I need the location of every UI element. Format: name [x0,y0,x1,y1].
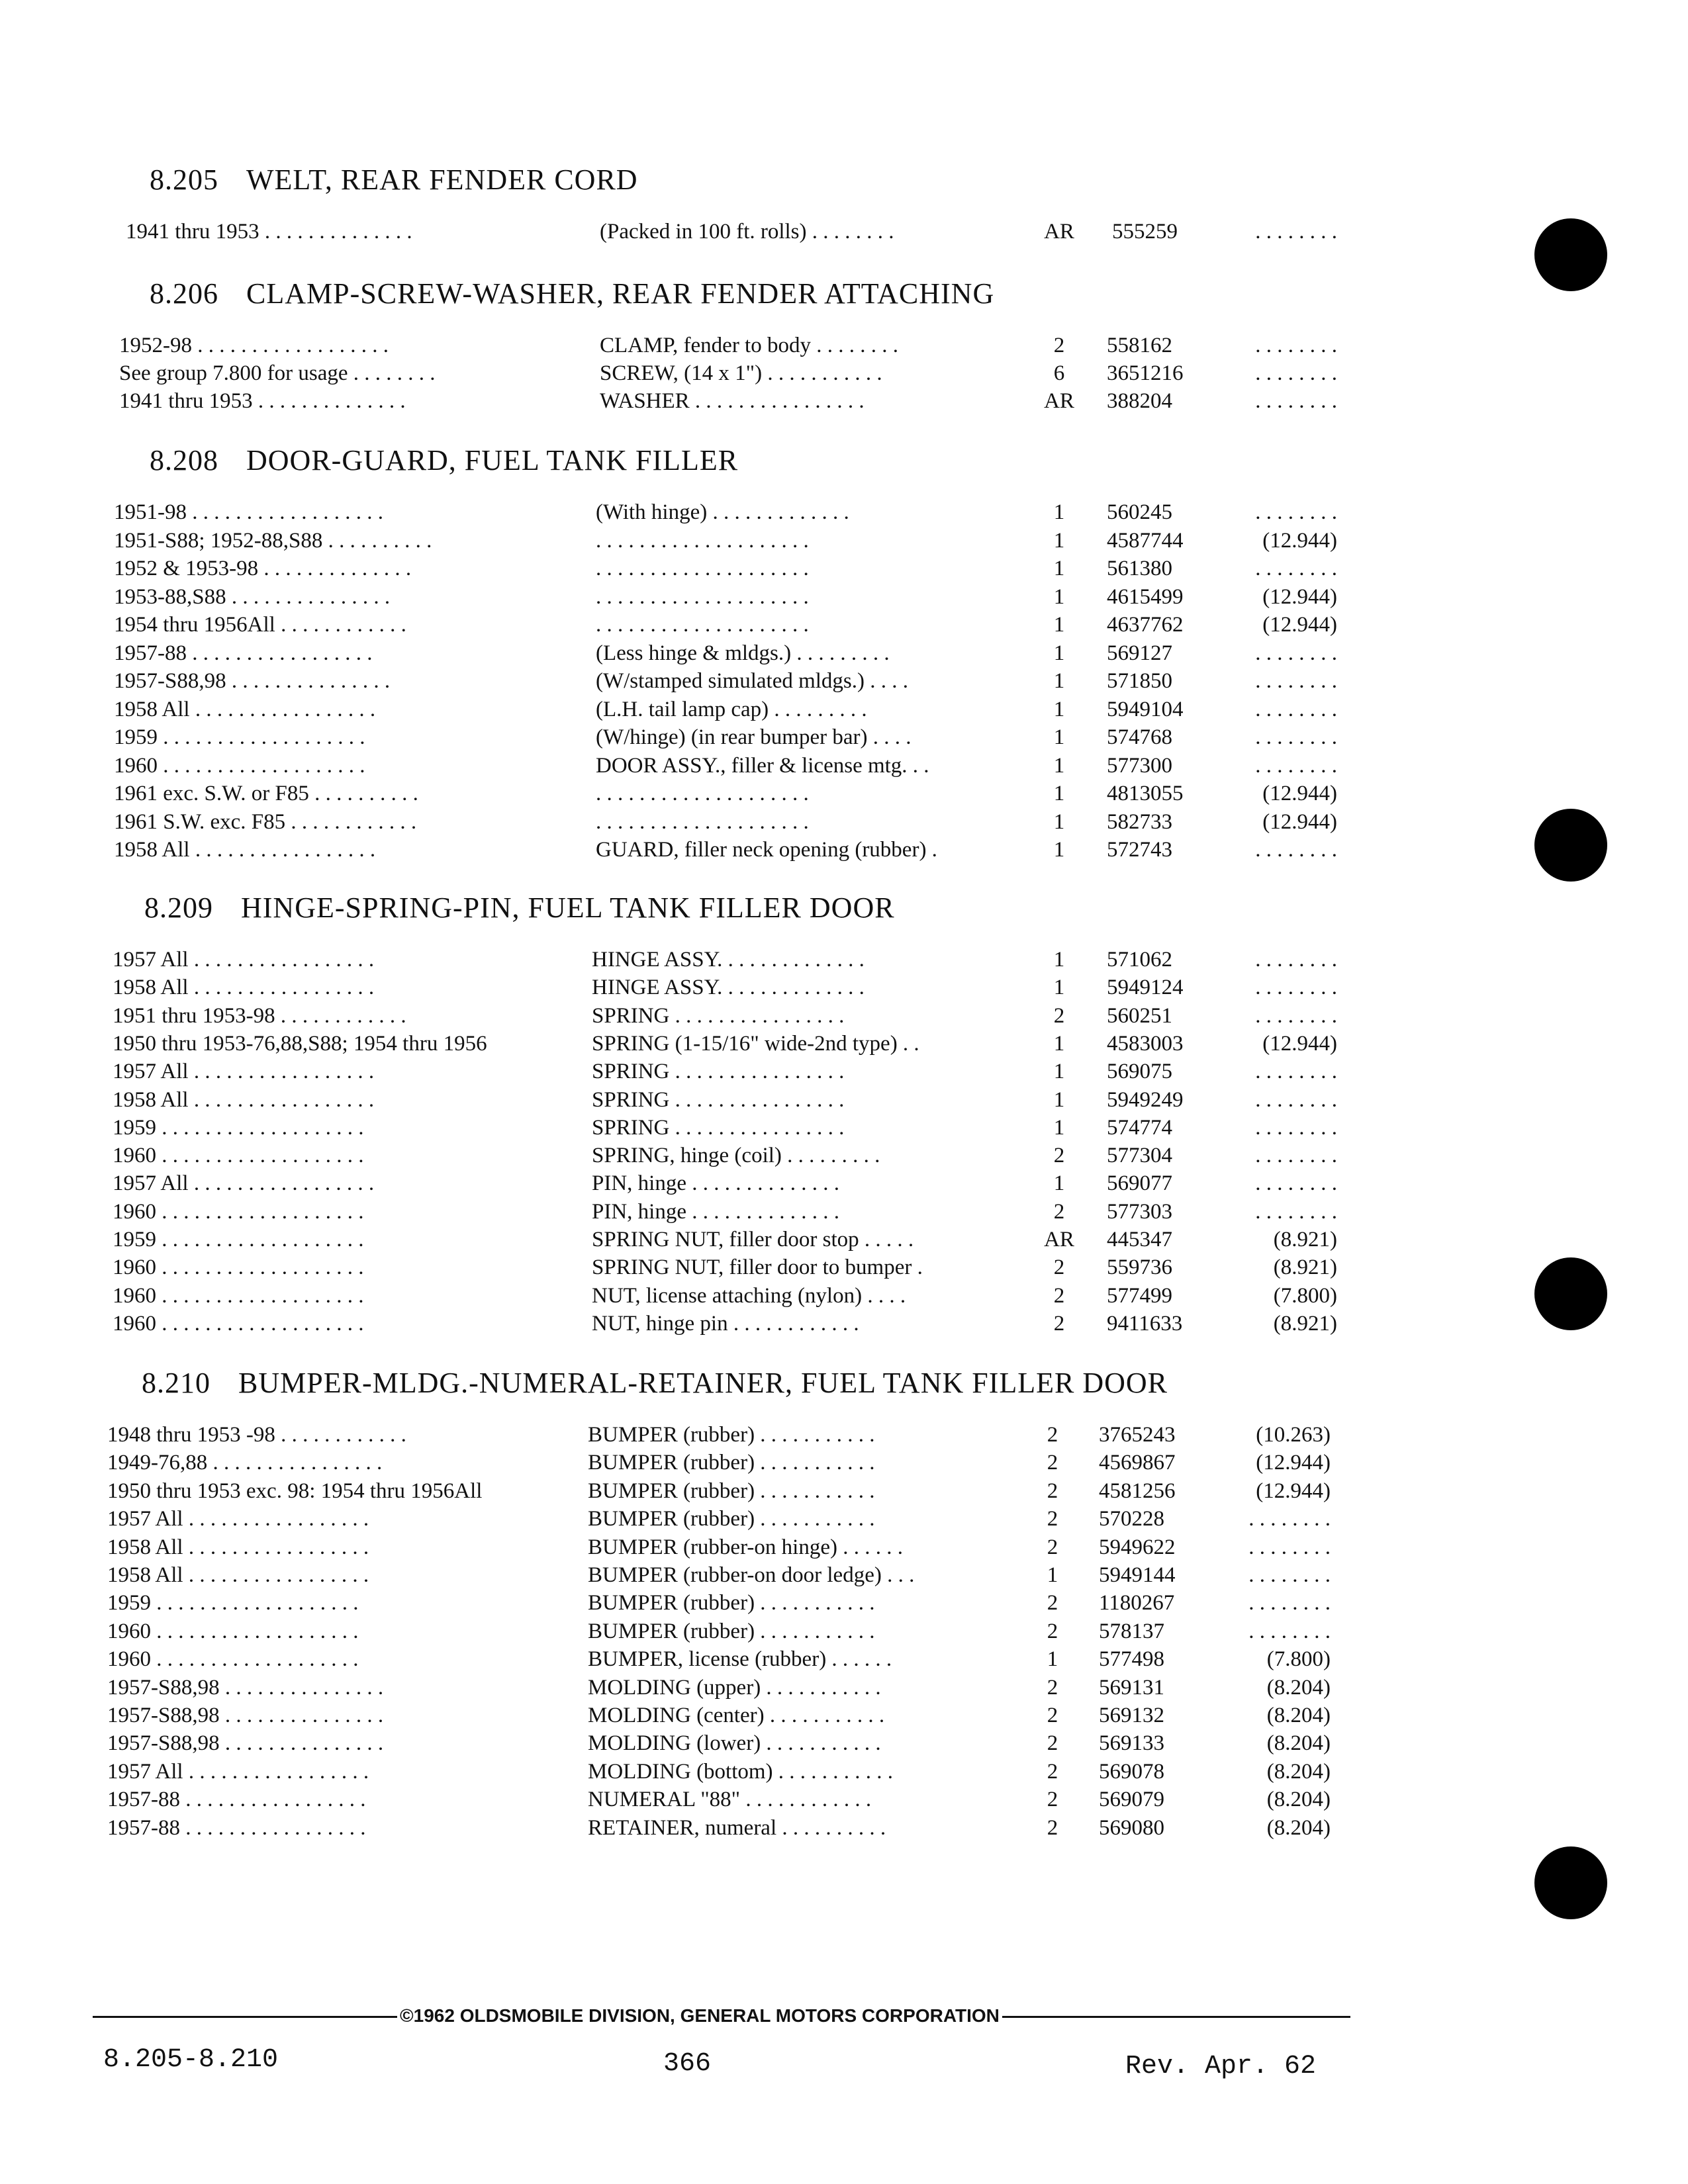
quantity-cell: 2 [1047,1451,1058,1475]
table-row [0,779,1390,808]
description-cell: BUMPER (rubber) . . . . . . . . . . . [588,1619,875,1643]
description-cell: SPRING, hinge (coil) . . . . . . . . . [592,1144,880,1168]
part-number-cell: 445347 [1107,1228,1172,1251]
copyright-notice: ©1962 OLDSMOBILE DIVISION, GENERAL MOTORS CORPORATION [397,2005,1002,2026]
section-title: WELT, REAR FENDER CORD [246,163,638,196]
description-cell: . . . . . . . . . . . . . . . . . . . . [596,584,809,609]
table-row [0,582,1390,612]
quantity-cell: 2 [1053,1003,1065,1028]
description-cell: MOLDING (lower) . . . . . . . . . . . [588,1731,881,1756]
description-cell: GUARD, filler neck opening (rubber) . [596,838,937,862]
part-number-cell: 4569867 [1099,1451,1176,1475]
description-cell: BUMPER (rubber) . . . . . . . . . . . [588,1423,875,1447]
section-number: 8.208 [150,444,218,477]
part-number-cell: 569075 [1107,1060,1172,1084]
quantity-cell: 1 [1053,557,1065,580]
section-number: 8.209 [144,891,213,924]
quantity-cell: 1 [1053,1060,1065,1084]
part-number-cell: 4813055 [1107,782,1184,805]
usage-cell: 1961 S.W. exc. F85 . . . . . . . . . . . . [114,809,417,834]
quantity-cell: 2 [1047,1535,1058,1559]
description-cell: SPRING NUT, filler door to bumper . [592,1255,923,1280]
table-row [0,835,1390,864]
description-cell: MOLDING (bottom) . . . . . . . . . . . [588,1759,894,1784]
section-title: BUMPER-MLDG.-NUMERAL-RETAINER, FUEL TANK FILLER DOOR [238,1367,1168,1399]
quantity-cell: 1 [1053,976,1065,1000]
part-number-cell: 569127 [1107,641,1172,665]
part-number-cell: 577499 [1107,1283,1172,1308]
table-row [0,526,1390,555]
table-row [0,695,1390,724]
quantity-cell: 1 [1053,528,1065,553]
description-cell: HINGE ASSY. . . . . . . . . . . . . . [592,948,865,972]
part-number-cell: 574774 [1107,1115,1172,1140]
description-cell: NUT, hinge pin . . . . . . . . . . . . [592,1311,859,1336]
reference-cell: . . . . . . . . [1255,500,1337,524]
table-row [0,1197,1390,1226]
description-cell: (Less hinge & mldgs.) . . . . . . . . . [596,641,890,665]
usage-cell: 1957 All . . . . . . . . . . . . . . . . . [113,948,375,972]
table-row [0,1701,1390,1730]
table-row [0,498,1390,527]
part-number-cell: 5949144 [1099,1563,1176,1587]
description-cell: BUMPER (rubber) . . . . . . . . . . . [588,1479,875,1503]
reference-cell: . . . . . . . . [1255,1087,1337,1112]
table-row [0,1813,1390,1843]
reference-cell: . . . . . . . . [1248,1591,1331,1615]
table-row [0,973,1390,1002]
description-cell: . . . . . . . . . . . . . . . . . . . . [596,613,809,637]
reference-cell: . . . . . . . . [1255,1199,1337,1224]
usage-cell: 1957-S88,98 . . . . . . . . . . . . . . . [107,1731,384,1756]
part-number-cell: 577300 [1107,753,1172,778]
quantity-cell: 2 [1053,1255,1065,1280]
reference-cell: . . . . . . . . [1255,1115,1337,1140]
reference-cell: (8.921) [1273,1311,1337,1336]
quantity-cell: 2 [1053,1199,1065,1224]
part-number-cell: 561380 [1107,557,1172,580]
description-cell: HINGE ASSY. . . . . . . . . . . . . . [592,976,865,1000]
usage-cell: 1952-98 . . . . . . . . . . . . . . . . . . [119,334,389,357]
table-row [0,945,1390,974]
usage-cell: 1958 All . . . . . . . . . . . . . . . . . [113,1087,375,1112]
punch-hole [1534,1846,1607,1919]
table-row [0,610,1390,639]
description-cell: PIN, hinge . . . . . . . . . . . . . . [592,1199,839,1224]
usage-cell: 1960 . . . . . . . . . . . . . . . . . . . [113,1199,364,1224]
part-number-cell: 3651216 [1107,361,1184,385]
usage-cell: 1957-S88,98 . . . . . . . . . . . . . . . [114,669,391,693]
part-number-cell: 560245 [1107,500,1172,524]
table-row [0,1225,1390,1254]
part-number-cell: 577303 [1107,1199,1172,1224]
usage-cell: 1953-88,S88 . . . . . . . . . . . . . . . [114,584,391,609]
punch-hole [1534,218,1607,291]
description-cell: DOOR ASSY., filler & license mtg. . . [596,753,929,778]
table-row [0,1420,1390,1449]
reference-cell: (12.944) [1262,1031,1337,1056]
part-number-cell: 559736 [1107,1255,1172,1280]
description-cell: (Packed in 100 ft. rolls) . . . . . . . . [600,220,894,244]
part-number-cell: 4615499 [1107,584,1184,609]
usage-cell: 1958 All . . . . . . . . . . . . . . . . . [107,1563,369,1587]
usage-cell: 1948 thru 1953 -98 . . . . . . . . . . . . [107,1423,406,1447]
description-cell: BUMPER, license (rubber) . . . . . . [588,1647,892,1672]
quantity-cell: 2 [1053,334,1065,357]
table-row [0,1477,1390,1506]
table-row [0,359,1390,388]
usage-cell: 1958 All . . . . . . . . . . . . . . . . . [114,697,376,721]
usage-cell: 1952 & 1953-98 . . . . . . . . . . . . . . [114,557,412,580]
description-cell: . . . . . . . . . . . . . . . . . . . . [596,557,809,580]
description-cell: . . . . . . . . . . . . . . . . . . . . [596,782,809,805]
part-number-cell: 569131 [1099,1675,1164,1700]
description-cell: BUMPER (rubber-on door ledge) . . . [588,1563,915,1587]
usage-cell: 1950 thru 1953 exc. 98: 1954 thru 1956All [107,1479,483,1503]
quantity-cell: 1 [1053,613,1065,637]
table-row [0,751,1390,780]
quantity-cell: 2 [1047,1704,1058,1727]
description-cell: MOLDING (center) . . . . . . . . . . . [588,1704,885,1727]
usage-cell: 1949-76,88 . . . . . . . . . . . . . . . . [107,1451,383,1475]
description-cell: BUMPER (rubber) . . . . . . . . . . . [588,1451,875,1475]
reference-cell: (12.944) [1262,809,1337,834]
table-row [0,1448,1390,1477]
part-number-cell: 9411633 [1107,1311,1183,1336]
section-number: 8.205 [150,163,218,196]
reference-cell: . . . . . . . . [1255,725,1337,749]
reference-cell: . . . . . . . . [1255,838,1337,862]
usage-cell: See group 7.800 for usage . . . . . . . . [119,361,436,385]
reference-cell: (7.800) [1266,1647,1331,1672]
section-heading-8208 [150,443,738,477]
part-number-cell: 555259 [1112,220,1178,244]
usage-cell: 1951-S88; 1952-88,S88 . . . . . . . . . . [114,528,432,553]
reference-cell: (7.800) [1273,1283,1337,1308]
part-number-cell: 569077 [1107,1171,1172,1196]
usage-cell: 1957 All . . . . . . . . . . . . . . . . . [113,1060,375,1084]
description-cell: BUMPER (rubber) . . . . . . . . . . . [588,1591,875,1615]
quantity-cell: 1 [1053,1115,1065,1140]
quantity-cell: 2 [1047,1815,1058,1840]
part-number-cell: 577304 [1107,1144,1172,1168]
reference-cell: . . . . . . . . [1248,1619,1331,1643]
quantity-cell: 1 [1053,1031,1065,1056]
table-row [0,1645,1390,1674]
part-number-cell: 5949124 [1107,976,1184,1000]
reference-cell: (8.204) [1266,1704,1331,1727]
quantity-cell: AR [1044,220,1074,244]
reference-cell: (12.944) [1262,782,1337,805]
description-cell: WASHER . . . . . . . . . . . . . . . . [600,389,865,413]
reference-cell: (12.944) [1256,1479,1331,1503]
description-cell: BUMPER (rubber-on hinge) . . . . . . [588,1535,903,1559]
usage-cell: 1941 thru 1953 . . . . . . . . . . . . . . [126,220,412,244]
description-cell: CLAMP, fender to body . . . . . . . . [600,334,898,357]
table-row [0,1113,1390,1142]
table-row [0,1729,1390,1758]
revision-date: Rev. Apr. 62 [1125,2052,1317,2081]
part-number-cell: 5949622 [1099,1535,1176,1559]
description-cell: . . . . . . . . . . . . . . . . . . . . [596,528,809,553]
table-row [0,1673,1390,1702]
part-number-cell: 560251 [1107,1003,1172,1028]
part-number-cell: 571850 [1107,669,1172,693]
part-number-cell: 572743 [1107,838,1172,862]
usage-cell: 1958 All . . . . . . . . . . . . . . . . . [114,838,376,862]
quantity-cell: 1 [1053,725,1065,749]
description-cell: SPRING (1-15/16" wide-2nd type) . . [592,1031,919,1056]
section-heading-8209 [144,891,895,925]
quantity-cell: 6 [1053,361,1065,385]
quantity-cell: 1 [1053,697,1065,721]
section-heading-8206 [150,277,994,310]
reference-cell: . . . . . . . . [1255,697,1337,721]
usage-cell: 1960 . . . . . . . . . . . . . . . . . . . [113,1311,364,1336]
table-row [0,1169,1390,1198]
quantity-cell: 2 [1047,1619,1058,1643]
reference-cell: (8.204) [1266,1675,1331,1700]
table-row [0,1085,1390,1115]
quantity-cell: 2 [1047,1675,1058,1700]
part-number-cell: 4587744 [1107,528,1184,553]
part-number-cell: 4637762 [1107,613,1184,637]
table-row [0,1001,1390,1030]
reference-cell: . . . . . . . . [1255,1003,1337,1028]
description-cell: SPRING . . . . . . . . . . . . . . . . [592,1087,845,1112]
usage-cell: 1957-S88,98 . . . . . . . . . . . . . . . [107,1675,384,1700]
reference-cell: . . . . . . . . [1255,334,1337,357]
part-number-cell: 571062 [1107,948,1172,972]
part-number-cell: 5949104 [1107,697,1184,721]
part-number-cell: 3765243 [1099,1423,1176,1447]
usage-cell: 1961 exc. S.W. or F85 . . . . . . . . . . [114,782,418,805]
part-number-cell: 577498 [1099,1647,1164,1672]
usage-cell: 1941 thru 1953 . . . . . . . . . . . . . . [119,389,406,413]
section-number: 8.206 [150,277,218,310]
reference-cell: . . . . . . . . [1255,1171,1337,1196]
description-cell: MOLDING (upper) . . . . . . . . . . . [588,1675,881,1700]
reference-cell: (12.944) [1262,613,1337,637]
description-cell: (With hinge) . . . . . . . . . . . . . [596,500,849,524]
usage-cell: 1958 All . . . . . . . . . . . . . . . . . [107,1535,369,1559]
part-number-cell: 570228 [1099,1507,1164,1531]
table-row [0,331,1390,360]
part-number-cell: 1180267 [1099,1591,1175,1615]
usage-cell: 1957 All . . . . . . . . . . . . . . . . . [107,1759,369,1784]
table-row [0,1617,1390,1646]
usage-cell: 1960 . . . . . . . . . . . . . . . . . . . [114,753,365,778]
punch-hole [1534,809,1607,882]
quantity-cell: 2 [1047,1479,1058,1503]
section-heading-8210 [142,1366,1168,1400]
reference-cell: (8.204) [1266,1815,1331,1840]
table-row [0,666,1390,696]
description-cell: PIN, hinge . . . . . . . . . . . . . . [592,1171,839,1196]
quantity-cell: 1 [1047,1563,1058,1587]
quantity-cell: 1 [1053,948,1065,972]
part-number-cell: 569080 [1099,1815,1164,1840]
usage-cell: 1957-88 . . . . . . . . . . . . . . . . . [114,641,373,665]
part-number-cell: 5949249 [1107,1087,1184,1112]
quantity-cell: 1 [1047,1647,1058,1672]
quantity-cell: 1 [1053,838,1065,862]
quantity-cell: 2 [1053,1283,1065,1308]
reference-cell: . . . . . . . . [1255,641,1337,665]
description-cell: (W/hinge) (in rear bumper bar) . . . . [596,725,912,749]
reference-cell: . . . . . . . . [1248,1535,1331,1559]
description-cell: SCREW, (14 x 1") . . . . . . . . . . . [600,361,882,385]
table-row [0,1309,1390,1338]
usage-cell: 1957-88 . . . . . . . . . . . . . . . . . [107,1815,366,1840]
reference-cell: . . . . . . . . [1255,361,1337,385]
section-heading-8205 [150,163,638,197]
quantity-cell: 2 [1047,1731,1058,1756]
punch-hole [1534,1257,1607,1330]
reference-cell: . . . . . . . . [1248,1507,1331,1531]
reference-cell: . . . . . . . . [1255,389,1337,413]
usage-cell: 1960 . . . . . . . . . . . . . . . . . . . [113,1255,364,1280]
quantity-cell: 1 [1053,641,1065,665]
quantity-cell: 2 [1047,1423,1058,1447]
table-row [0,1533,1390,1562]
table-row [0,554,1390,583]
quantity-cell: 2 [1047,1591,1058,1615]
description-cell: SPRING . . . . . . . . . . . . . . . . [592,1060,845,1084]
quantity-cell: 1 [1053,782,1065,805]
usage-cell: 1960 . . . . . . . . . . . . . . . . . . . [107,1619,359,1643]
table-row [0,1561,1390,1590]
table-row [0,807,1390,837]
reference-cell: (8.204) [1266,1731,1331,1756]
reference-cell: (12.944) [1262,584,1337,609]
description-cell: RETAINER, numeral . . . . . . . . . . [588,1815,886,1840]
table-row [0,1504,1390,1533]
table-row [0,1141,1390,1170]
usage-cell: 1959 . . . . . . . . . . . . . . . . . . . [114,725,365,749]
description-cell: SPRING NUT, filler door stop . . . . . [592,1228,914,1251]
table-row [0,639,1390,668]
reference-cell: (8.921) [1273,1255,1337,1280]
part-number-cell: 569078 [1099,1759,1164,1784]
quantity-cell: AR [1044,1228,1074,1251]
reference-cell: . . . . . . . . [1255,976,1337,1000]
description-cell: SPRING . . . . . . . . . . . . . . . . [592,1003,845,1028]
section-title: HINGE-SPRING-PIN, FUEL TANK FILLER DOOR [241,891,895,924]
usage-cell: 1959 . . . . . . . . . . . . . . . . . . . [113,1228,364,1251]
usage-cell: 1958 All . . . . . . . . . . . . . . . . . [113,976,375,1000]
reference-cell: . . . . . . . . [1255,220,1337,244]
description-cell: NUT, license attaching (nylon) . . . . [592,1283,906,1308]
usage-cell: 1957 All . . . . . . . . . . . . . . . . . [107,1507,369,1531]
usage-cell: 1960 . . . . . . . . . . . . . . . . . . . [113,1283,364,1308]
usage-cell: 1954 thru 1956All . . . . . . . . . . . . [114,613,406,637]
quantity-cell: 2 [1047,1759,1058,1784]
table-row [0,217,1390,246]
section-title: DOOR-GUARD, FUEL TANK FILLER [246,444,739,477]
table-row [0,1253,1390,1282]
reference-cell: (12.944) [1256,1451,1331,1475]
usage-cell: 1950 thru 1953-76,88,S88; 1954 thru 1956 [113,1031,487,1056]
table-row [0,1588,1390,1617]
reference-cell: (8.921) [1273,1228,1337,1251]
description-cell: . . . . . . . . . . . . . . . . . . . . [596,809,809,834]
description-cell: SPRING . . . . . . . . . . . . . . . . [592,1115,845,1140]
reference-cell: (10.263) [1256,1423,1331,1447]
table-row [0,1057,1390,1086]
reference-cell: . . . . . . . . [1255,557,1337,580]
reference-cell: (8.204) [1266,1759,1331,1784]
reference-cell: (12.944) [1262,528,1337,553]
part-number-cell: 574768 [1107,725,1172,749]
table-row [0,1281,1390,1310]
part-number-cell: 388204 [1107,389,1172,413]
quantity-cell: 1 [1053,500,1065,524]
part-number-cell: 569132 [1099,1704,1164,1727]
reference-cell: . . . . . . . . [1255,948,1337,972]
usage-cell: 1951-98 . . . . . . . . . . . . . . . . . . [114,500,383,524]
table-row [0,1785,1390,1814]
usage-cell: 1959 . . . . . . . . . . . . . . . . . . . [107,1591,359,1615]
usage-cell: 1957-S88,98 . . . . . . . . . . . . . . . [107,1704,384,1727]
part-number-cell: 578137 [1099,1619,1164,1643]
usage-cell: 1957 All . . . . . . . . . . . . . . . . . [113,1171,375,1196]
part-number-cell: 4583003 [1107,1031,1184,1056]
quantity-cell: 1 [1053,809,1065,834]
description-cell: NUMERAL "88" . . . . . . . . . . . . [588,1788,872,1812]
part-number-cell: 569079 [1099,1788,1164,1812]
quantity-cell: 1 [1053,1171,1065,1196]
part-number-cell: 4581256 [1099,1479,1176,1503]
usage-cell: 1951 thru 1953-98 . . . . . . . . . . . . [113,1003,406,1028]
usage-cell: 1957-88 . . . . . . . . . . . . . . . . . [107,1788,366,1812]
part-number-cell: 569133 [1099,1731,1164,1756]
quantity-cell: 1 [1053,1087,1065,1112]
usage-cell: 1960 . . . . . . . . . . . . . . . . . . . [107,1647,359,1672]
quantity-cell: 2 [1047,1788,1058,1812]
quantity-cell: 1 [1053,669,1065,693]
reference-cell: . . . . . . . . [1255,1144,1337,1168]
table-row [0,387,1390,416]
part-number-cell: 582733 [1107,809,1172,834]
quantity-cell: 1 [1053,584,1065,609]
usage-cell: 1960 . . . . . . . . . . . . . . . . . . . [113,1144,364,1168]
reference-cell: . . . . . . . . [1248,1563,1331,1587]
reference-cell: . . . . . . . . [1255,753,1337,778]
table-row [0,1029,1390,1058]
page-range: 8.205-8.210 [103,2045,279,2075]
table-row [0,723,1390,752]
reference-cell: . . . . . . . . [1255,669,1337,693]
table-row [0,1757,1390,1786]
part-number-cell: 558162 [1107,334,1172,357]
quantity-cell: AR [1044,389,1074,413]
quantity-cell: 2 [1053,1144,1065,1168]
section-title: CLAMP-SCREW-WASHER, REAR FENDER ATTACHING [246,277,995,310]
reference-cell: (8.204) [1266,1788,1331,1812]
section-number: 8.210 [142,1367,211,1399]
description-cell: (W/stamped simulated mldgs.) . . . . [596,669,909,693]
page-number: 366 [663,2049,712,2079]
quantity-cell: 2 [1047,1507,1058,1531]
reference-cell: . . . . . . . . [1255,1060,1337,1084]
usage-cell: 1959 . . . . . . . . . . . . . . . . . . . [113,1115,364,1140]
description-cell: BUMPER (rubber) . . . . . . . . . . . [588,1507,875,1531]
quantity-cell: 2 [1053,1311,1065,1336]
quantity-cell: 1 [1053,753,1065,778]
description-cell: (L.H. tail lamp cap) . . . . . . . . . [596,697,867,721]
